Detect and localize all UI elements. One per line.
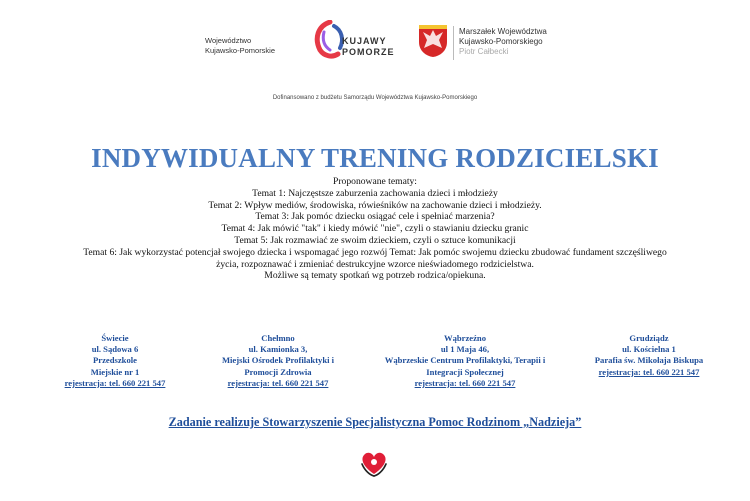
kujawy-word-1: KUJAWY — [342, 36, 387, 46]
location-city: Wąbrzeźno — [443, 333, 486, 343]
logo-strip — [0, 14, 750, 74]
topic-item: Temat 6: Jak wykorzystać potencjał swojego dziecka i wspomagać jego rozwój Temat: Jak pomóc swojemu dziecku zbudować fundament szczęśliwego — [83, 246, 667, 258]
location-city: Grudziądz — [629, 333, 669, 343]
location-grudziadz — [574, 333, 724, 378]
topic-item: Temat 5: Jak rozmawiać ze swoim dzieckiem, czyli o sztuce komunikacji — [234, 234, 516, 246]
location-city: Świecie — [101, 333, 129, 343]
marshal-line-2: Kujawsko-Pomorskiego — [459, 37, 543, 46]
location-line: ul 1 Maja 46, — [440, 344, 490, 355]
topics-note: Możliwe są tematy spotkań wg potrzeb rodzica/opiekuna. — [264, 270, 486, 282]
location-line: ul. Kamionka 3, — [248, 344, 308, 355]
registration-link[interactable]: rejestracja: tel. 660 221 547 — [414, 377, 516, 388]
registration-link[interactable]: rejestracja: tel. 660 221 547 — [64, 377, 166, 388]
location-wabrzezno — [360, 333, 570, 389]
location-line: Miejski Ośrodek Profilaktyki i — [221, 355, 335, 366]
marshal-line-1: Marszałek Województwa — [459, 27, 547, 36]
topic-item: życia, rozpoznawać i zmieniać destrukcyjne wzorce nieświadomego rodzicielstwa. — [216, 258, 534, 270]
cofunding-note: Dofinansowano z budżetu Samorządu Województwa Kujawsko-Pomorskiego — [272, 95, 478, 101]
location-line: Promocji Zdrowia — [244, 366, 312, 377]
location-line: Miejskie nr 1 — [90, 366, 140, 377]
location-line: Parafia św. Mikołaja Biskupa — [594, 355, 704, 366]
topic-item: Temat 2: Wpływ mediów, środowiska, rówieśników na zachowanie dzieci i młodzieży. — [208, 199, 542, 211]
region-name-line-2: Kujawsko-Pomorskie — [205, 46, 276, 55]
kujawy-word-2: POMORZE — [342, 47, 395, 57]
topics-list — [10, 176, 740, 282]
topic-item: Temat 4: Jak mówić "tak" i kiedy mówić "nie", czyli o stawianiu dziecku granic — [221, 223, 529, 235]
marshal-text — [459, 27, 547, 57]
organizer-link[interactable]: Zadanie realizuje Stowarzyszenie Specjalistyczna Pomoc Rodzinom „Nadzieja” — [168, 415, 582, 429]
location-line: Integracji Społecznej — [426, 366, 504, 377]
topic-item: Temat 1: Najczęstsze zaburzenia zachowania dzieci i młodzieży — [252, 187, 498, 199]
crest-icon — [418, 24, 448, 58]
heart-hands-icon — [356, 444, 392, 480]
region-name-line-1: Województwo — [205, 36, 252, 45]
location-city: Chełmno — [261, 333, 295, 343]
marshal-name: Piotr Całbecki — [459, 47, 509, 56]
topic-item: Temat 3: Jak pomóc dziecku osiągać cele i spełniać marzenia? — [255, 211, 495, 223]
location-chelmno — [198, 333, 358, 389]
registration-link[interactable]: rejestracja: tel. 660 221 547 — [598, 366, 700, 377]
region-name-logo — [205, 36, 275, 56]
location-line: ul. Kościelna 1 — [622, 344, 676, 355]
kujawy-pomorze-logo — [312, 20, 408, 74]
location-line: Przedszkole — [93, 355, 137, 366]
location-line: Wąbrzeskie Centrum Profilaktyki, Terapii i — [384, 355, 546, 366]
registration-link[interactable]: rejestracja: tel. 660 221 547 — [227, 377, 329, 388]
page-title: INDYWIDUALNY TRENING RODZICIELSKI — [91, 143, 659, 173]
topics-heading: Proponowane tematy: — [333, 176, 417, 187]
marshal-divider — [453, 26, 454, 60]
marshal-logo — [418, 24, 578, 68]
kujawy-wordmark — [342, 36, 395, 58]
location-line: ul. Sądowa 6 — [91, 344, 139, 355]
location-swiecie — [40, 333, 190, 389]
